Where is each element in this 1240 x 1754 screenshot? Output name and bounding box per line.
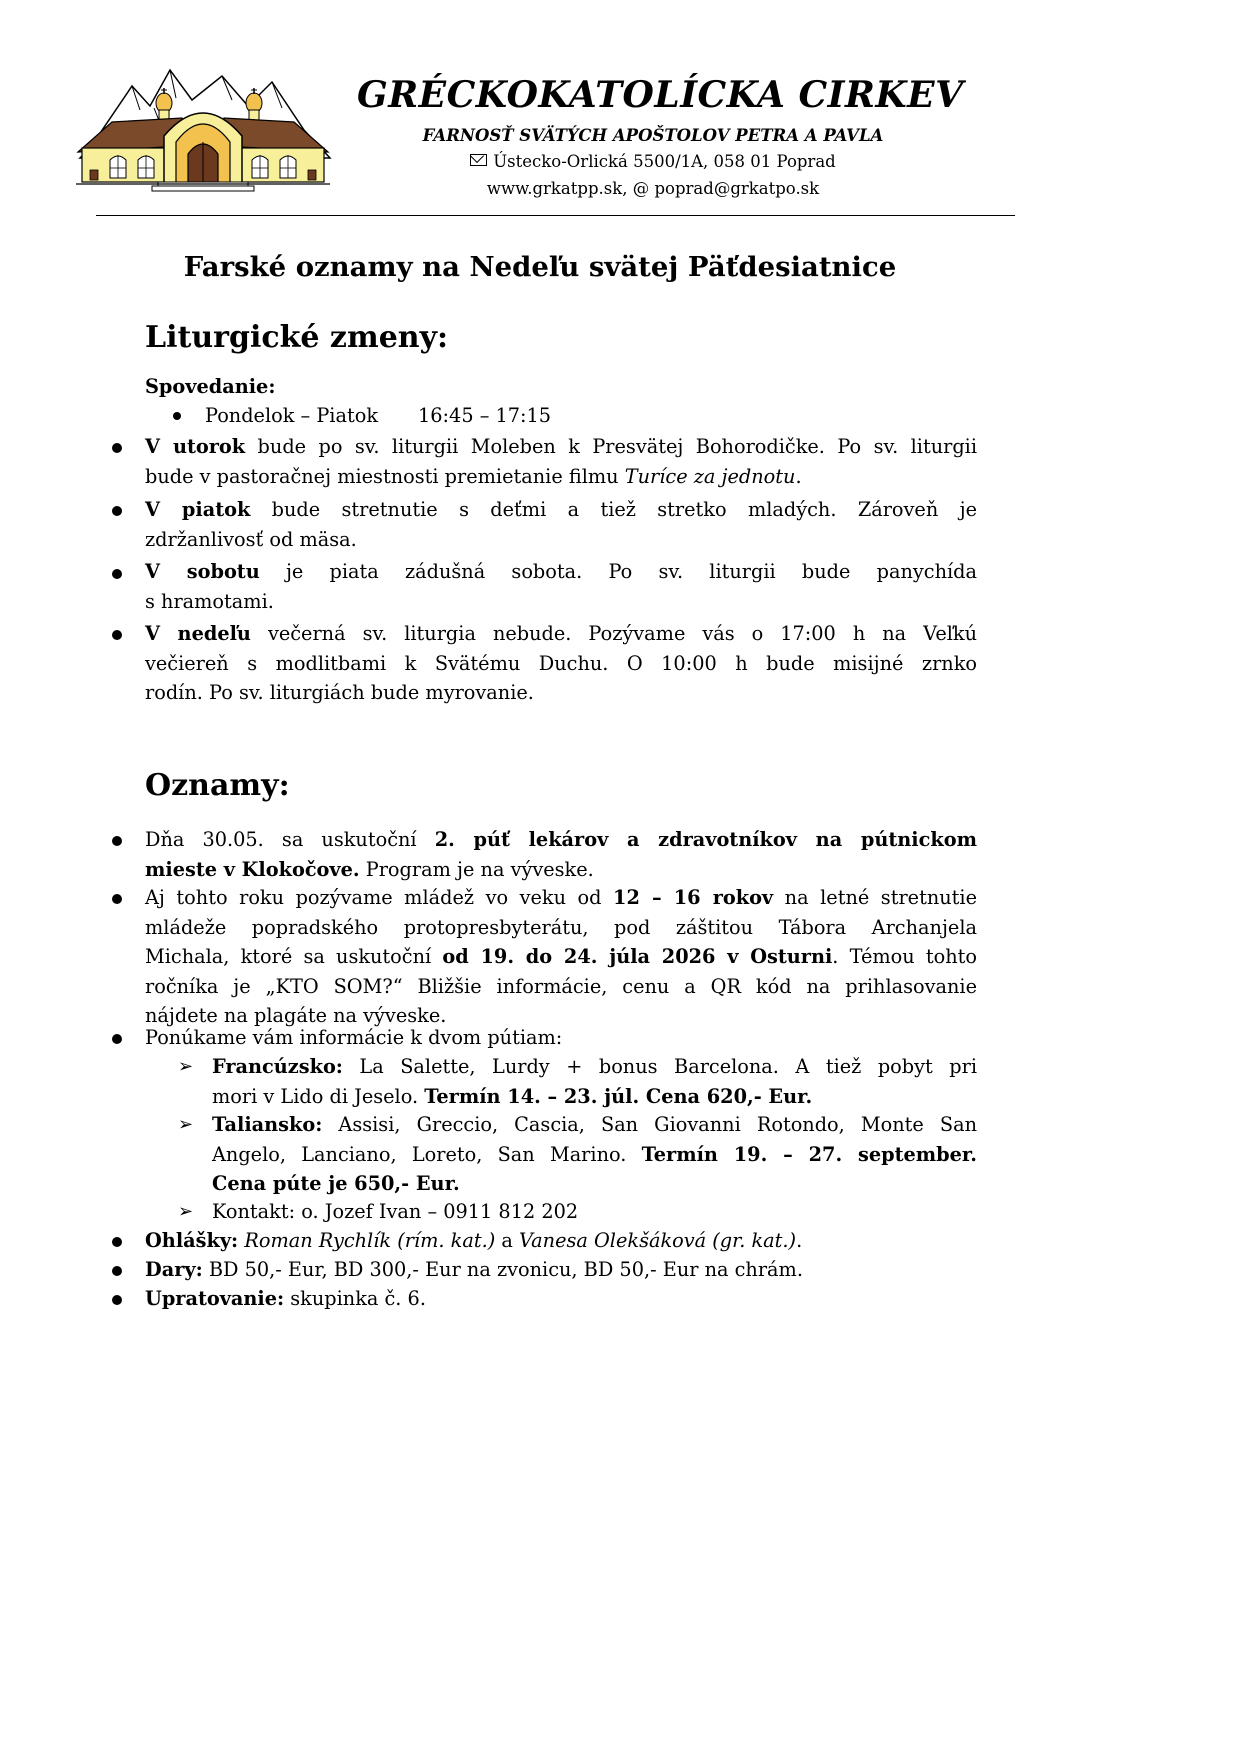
announcements-heading: Oznamy: bbox=[145, 768, 290, 803]
header-divider bbox=[96, 215, 1015, 216]
confession-days: Pondelok – Piatok bbox=[205, 404, 379, 427]
arrow-bullet-icon: ➢ bbox=[178, 1201, 194, 1222]
list-item-friday: V piatok bude stretnutie s deťmi a tiež stretko mladých. Zároveň je zdržanlivosť od mäsa. bbox=[145, 498, 977, 551]
list-item-cleaning: Upratovanie: skupinka č. 6. bbox=[145, 1287, 426, 1310]
letterhead bbox=[72, 48, 1017, 216]
arrow-bullet-icon: ➢ bbox=[178, 1114, 194, 1135]
trip-italy: Taliansko: Assisi, Greccio, Cascia, San Giovanni Rotondo, Monte San Angelo, Lanciano, Loreto, San Marino. Termín 19. – 27. september. Cena púte je 650,- Eur. bbox=[212, 1113, 978, 1195]
list-item-banns: Ohlášky: Roman Rychlík (rím. kat.) a Vanesa Olekšáková (gr. kat.). bbox=[145, 1229, 803, 1252]
list-item-trips: Ponúkame vám informácie k dvom pútiam: bbox=[145, 1026, 563, 1049]
list-item-pilgrimage: Dňa 30.05. sa uskutoční 2. púť lekárov a zdravotníkov na pútnickom mieste v Klokočove. Program je na výveske. bbox=[145, 828, 977, 881]
list-bullet bbox=[112, 630, 122, 640]
arrow-bullet-icon: ➢ bbox=[178, 1056, 194, 1077]
list-item-youth-camp: Aj tohto roku pozývame mládež vo veku od 12 – 16 rokov na letné stretnutie mládeže popradského protopresbyterátu, pod záštitou Tábora Archanjela Michala, ktoré sa uskutoční od 19. do 24. júla 2026 v Osturni. Témou tohto ročníka je „KTO SOM?“ Bližšie informácie, cenu a QR kód na prihlasovanie nájdete na plagáte na výveske. bbox=[145, 886, 977, 1027]
document-title: Farské oznamy na Nedeľu svätej Päťdesiatnice bbox=[183, 251, 897, 283]
list-bullet bbox=[112, 1295, 122, 1305]
list-bullet bbox=[112, 1266, 122, 1276]
list-bullet bbox=[112, 506, 122, 516]
list-item-donations: Dary: BD 50,- Eur, BD 300,- Eur na zvonicu, BD 50,- Eur na chrám. bbox=[145, 1258, 803, 1281]
confession-time: 16:45 – 17:15 bbox=[418, 404, 552, 427]
trip-france: Francúzsko: La Salette, Lurdy + bonus Barcelona. A tiež pobyt pri mori v Lido di Jeselo. Termín 14. – 23. júl. Cena 620,- Eur. bbox=[212, 1055, 977, 1108]
church-logo-icon bbox=[72, 48, 334, 194]
list-item-sunday: V nedeľu večerná sv. liturgia nebude. Pozývame vás o 17:00 h na Veľkú večiereň s modlitbami k Svätému Duchu. O 10:00 h bude misijné zrnko rodín. Po sv. liturgiách bude myrovanie. bbox=[145, 622, 977, 704]
parish-address: Ústecko-Orlická 5500/1A, 058 01 Poprad bbox=[493, 152, 836, 171]
liturgical-changes-heading: Liturgické zmeny: bbox=[145, 320, 449, 355]
parish-address-line bbox=[357, 152, 949, 171]
list-bullet bbox=[112, 569, 122, 579]
parish-name: FARNOSŤ SVÄTÝCH APOŠTOLOV PETRA A PAVLA bbox=[422, 126, 884, 145]
confession-label: Spovedanie: bbox=[145, 375, 276, 398]
confession-schedule bbox=[205, 401, 551, 431]
church-title: GRÉCKOKATOLÍCKA CIRKEV bbox=[357, 74, 964, 116]
web-contact: www.grkatpp.sk, @ poprad@grkatpo.sk bbox=[486, 179, 820, 198]
list-bullet bbox=[173, 412, 181, 420]
trip-contact: Kontakt: o. Jozef Ivan – 0911 812 202 bbox=[212, 1200, 579, 1223]
envelope-icon bbox=[470, 154, 487, 166]
list-bullet bbox=[112, 443, 122, 453]
list-bullet bbox=[112, 1237, 122, 1247]
list-item-tuesday: V utorok bude po sv. liturgii Moleben k Presvätej Bohorodičke. Po sv. liturgii bude v pastoračnej miestnosti premietanie filmu Turíce za jednotu. bbox=[145, 435, 978, 488]
list-bullet bbox=[112, 836, 122, 846]
list-item-saturday: V sobotu je piata zádušná sobota. Po sv. liturgii bude panychída s hramotami. bbox=[145, 560, 977, 613]
list-bullet bbox=[112, 894, 122, 904]
list-bullet bbox=[112, 1034, 122, 1044]
